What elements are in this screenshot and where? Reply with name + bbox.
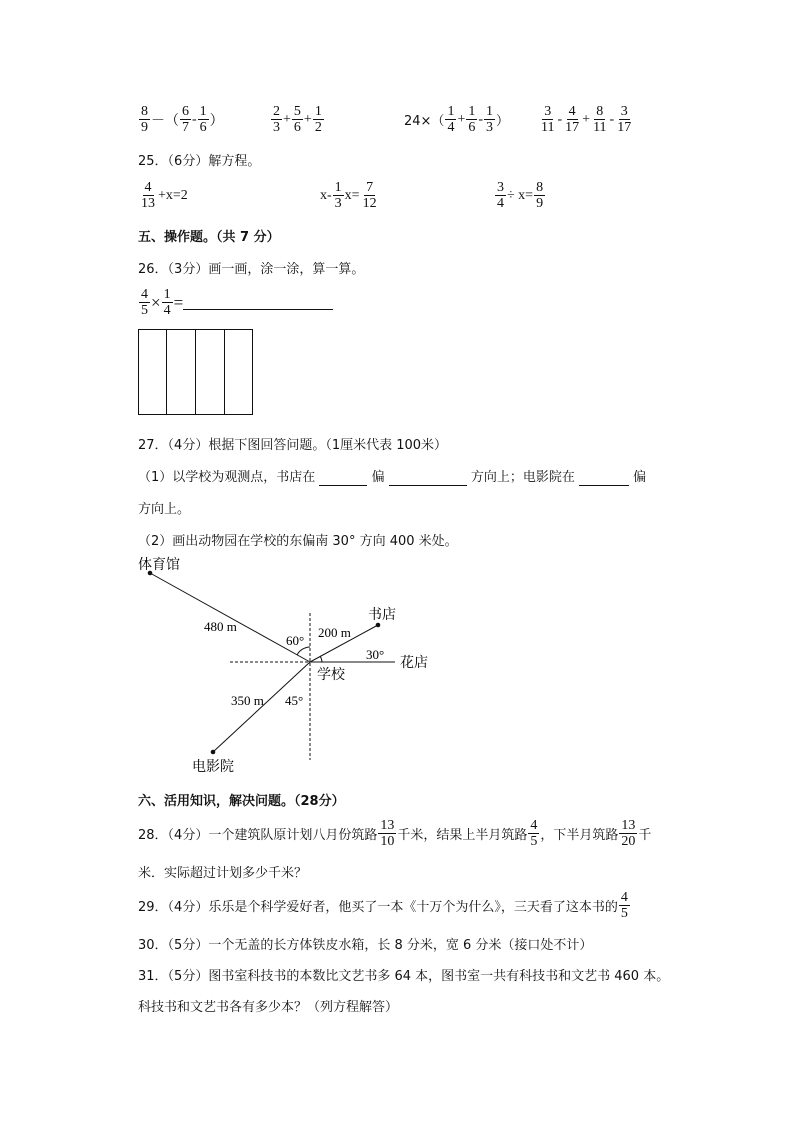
equation-2 xyxy=(320,180,380,211)
equation-part: x- xyxy=(320,187,332,203)
q27-part2: （2）画出动物园在学校的东偏南 30° 方向 400 米处。 xyxy=(138,534,458,549)
fraction: $\frac{6}{7}$ xyxy=(182,104,189,135)
fraction-rectangle[interactable] xyxy=(138,329,253,415)
answer-blank[interactable] xyxy=(579,470,629,486)
text: 方向上；电影院在 xyxy=(470,470,575,485)
operator: ） xyxy=(209,113,224,129)
text: （1）以学校为观测点，书店在 xyxy=(138,470,316,485)
q31-line1: 31．（5分）图书室科技书的本数比文艺书多 64 本，图书室一共有科技书和文艺书 460 本。 xyxy=(138,969,670,984)
q25-title: 25．（6分）解方程。 xyxy=(138,154,261,169)
bookstore-point xyxy=(376,623,381,628)
fraction: $\frac{8}{9}$ xyxy=(141,104,148,135)
rect-strip[interactable] xyxy=(195,329,225,415)
fraction: $\frac{1}{4}$ xyxy=(163,287,171,318)
rect-strip[interactable] xyxy=(166,329,196,415)
angle-arc-60 xyxy=(297,647,310,655)
angle-30-label: 30° xyxy=(366,647,385,662)
fraction: $\frac{1}{3}$ xyxy=(486,104,494,135)
fraction: $\frac{2}{3}$ xyxy=(273,104,280,135)
fraction: $\frac{8}{9}$ xyxy=(536,180,544,211)
rect-strip[interactable] xyxy=(224,329,253,415)
operator: - xyxy=(478,111,484,127)
school-label: 学校 xyxy=(317,668,345,683)
section-title: 五、操作题。（共 7 分） xyxy=(138,230,280,245)
flower-shop-label: 花店 xyxy=(400,656,428,671)
operator: - xyxy=(192,111,197,127)
equation-1 xyxy=(138,180,188,211)
fraction: $\frac{13}{20}$ xyxy=(621,818,636,849)
answer-blank[interactable] xyxy=(389,470,467,486)
q26-title: 26．（3分）画一画，涂一涂，算一算。 xyxy=(138,262,365,277)
text: 千 xyxy=(638,828,652,843)
q29-text xyxy=(138,890,631,921)
expr-2 xyxy=(270,104,325,135)
fraction: $\frac{1}{3}$ xyxy=(334,180,342,211)
text: 偏 xyxy=(633,470,647,485)
fraction: $\frac{3}{17}$ xyxy=(617,104,632,135)
answer-blank[interactable] xyxy=(319,470,367,486)
q27-part1-line1 xyxy=(138,466,646,486)
fraction: $\frac{4}{13}$ xyxy=(141,180,155,211)
q27-title: 27．（4分）根据下图回答问题。（1厘米代表 100米） xyxy=(138,438,448,453)
operator: - xyxy=(557,111,563,127)
fraction: $\frac{1}{6}$ xyxy=(199,104,207,135)
bookstore-distance-label: 200 m xyxy=(318,625,351,640)
cinema-distance-label: 350 m xyxy=(231,693,264,708)
angle-60-label: 60° xyxy=(286,633,305,648)
text: 偏 xyxy=(371,470,385,485)
text: ，下半月筑路 xyxy=(540,828,619,843)
fraction: $\frac{1}{4}$ xyxy=(447,104,455,135)
equation-part: x= xyxy=(344,187,360,203)
rect-strip[interactable] xyxy=(138,329,167,415)
operator: 24×（ xyxy=(404,114,445,129)
equation-rest: +x=2 xyxy=(158,187,188,203)
operator: + xyxy=(303,111,312,127)
expr-1 xyxy=(138,104,224,135)
operator: ） xyxy=(496,114,510,129)
angle-arc-30 xyxy=(320,656,322,662)
operator: + xyxy=(457,111,466,127)
equation-part: ÷ x= xyxy=(507,187,534,203)
q27-part1-line2: 方向上。 xyxy=(138,502,191,517)
equation-3 xyxy=(494,180,546,211)
cinema-label: 电影院 xyxy=(192,760,234,775)
gym-label: 体育馆 xyxy=(138,558,180,573)
expr-4 xyxy=(538,104,634,135)
operator: + xyxy=(283,111,291,127)
bookstore-label: 书店 xyxy=(368,608,396,623)
operator: －（ xyxy=(151,113,179,129)
operator: = xyxy=(173,292,184,312)
gym-distance-label: 480 m xyxy=(204,619,237,634)
fraction: $\frac{13}{10}$ xyxy=(380,818,395,849)
operator: + xyxy=(582,111,591,127)
operator: - xyxy=(609,111,615,127)
fraction: $\frac{1}{2}$ xyxy=(314,104,322,135)
angle-45-label: 45° xyxy=(285,693,304,708)
q28-line2: 米．实际超过计划多少千米？ xyxy=(138,866,308,881)
fraction: $\frac{8}{11}$ xyxy=(593,104,607,135)
text: 28．（4分）一个建筑队原计划八月份筑路 xyxy=(138,828,378,843)
operator: × xyxy=(151,292,161,312)
q28-line1 xyxy=(138,818,651,849)
fraction: $\frac{4}{17}$ xyxy=(565,104,580,135)
line-to-gym xyxy=(150,573,310,662)
fraction: $\frac{7}{12}$ xyxy=(362,180,377,211)
q26-expression xyxy=(138,287,333,318)
expr-3 xyxy=(404,104,509,135)
section-title: 六、活用知识，解决问题。（28分） xyxy=(138,794,345,809)
fraction: $\frac{1}{6}$ xyxy=(468,104,476,135)
q30-text: 30．（5分）一个无盖的长方体铁皮水箱，长 8 分米，宽 6 分米（接口处不计） xyxy=(138,938,593,953)
direction-map[interactable] xyxy=(130,555,450,780)
cinema-point xyxy=(211,750,216,755)
answer-blank[interactable] xyxy=(183,295,333,310)
fraction: $\frac{3}{11}$ xyxy=(541,104,555,135)
fraction: $\frac{4}{5}$ xyxy=(530,818,538,849)
fraction: $\frac{4}{5}$ xyxy=(620,890,628,921)
fraction: $\frac{3}{4}$ xyxy=(497,180,504,211)
fraction: $\frac{5}{6}$ xyxy=(293,104,301,135)
fraction: $\frac{4}{5}$ xyxy=(141,287,148,318)
text: 29．（4分）乐乐是个科学爱好者，他买了一本《十万个为什么》，三天看了这本书的 xyxy=(138,900,618,915)
text: 千米，结果上半月筑路 xyxy=(397,828,528,843)
q31-line2: 科技书和文艺书各有多少本？（列方程解答） xyxy=(138,1000,399,1015)
